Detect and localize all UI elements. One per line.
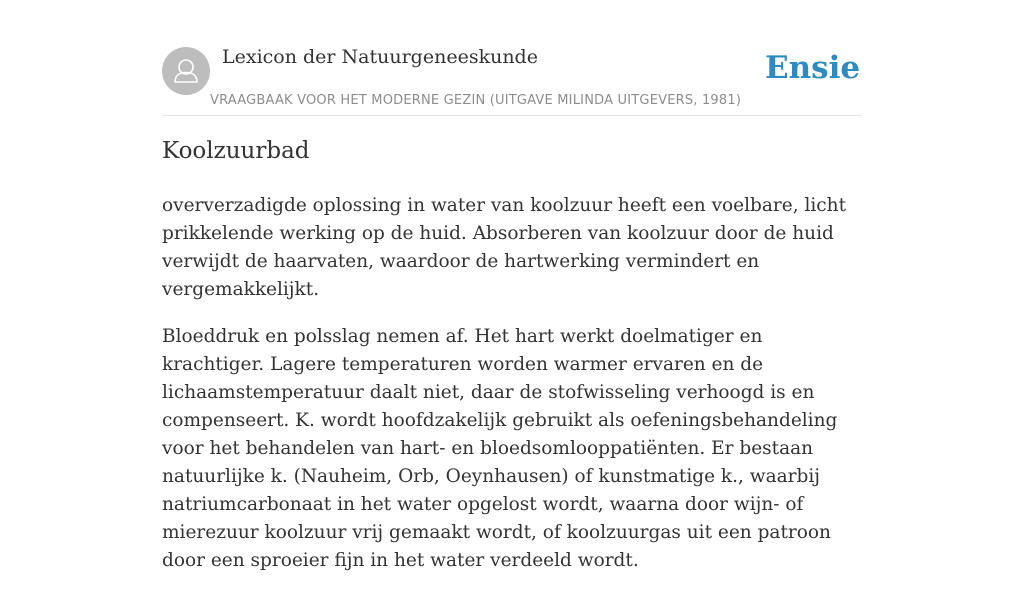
source-subtitle: VRAAGBAAK VOOR HET MODERNE GEZIN (UITGAVE MILINDA UITGEVERS, 1981) [210,93,742,108]
entry-paragraph: Bloeddruk en polsslag nemen af. Het hart werkt doelmatiger en krachtiger. Lagere temperaturen worden warmer ervaren en de lichaamstemperatuur daalt niet, daar de stofwisseling verhoogd is en compenseert. K. wordt hoofdzakelijk gebruikt als oefeningsbehandeling voor het behandelen van hart- en bloedsomlooppatiënten. Er bestaan natuurlijke k. (Nauheim, Orb, Oeynhausen) of kunstmatige k., waarbij natriumcarbonaat in het water opgelost wordt, waarna door wijn- of mierezuur koolzuur vrij gemaakt wordt, of koolzuurgas uit een patroon door een sproeier fijn in het water verdeeld wordt. [162,326,838,571]
source-avatar[interactable] [162,47,210,95]
entry-body [162,192,867,594]
source-title[interactable]: Lexicon der Natuurgeneeskunde [222,46,538,68]
entry-title: Koolzuurbad [162,138,310,164]
entry-paragraph: oververzadigde oplossing in water van koolzuur heeft een voelbare, licht prikkelende werking op de huid. Absorberen van koolzuur door de huid verwijdt de haarvaten, waardoor de hartwerking vermindert en vergemakkelijkt. [162,195,847,300]
header-divider [162,115,862,116]
ensie-logo-link[interactable]: Ensie [765,50,861,86]
user-icon [162,47,210,95]
